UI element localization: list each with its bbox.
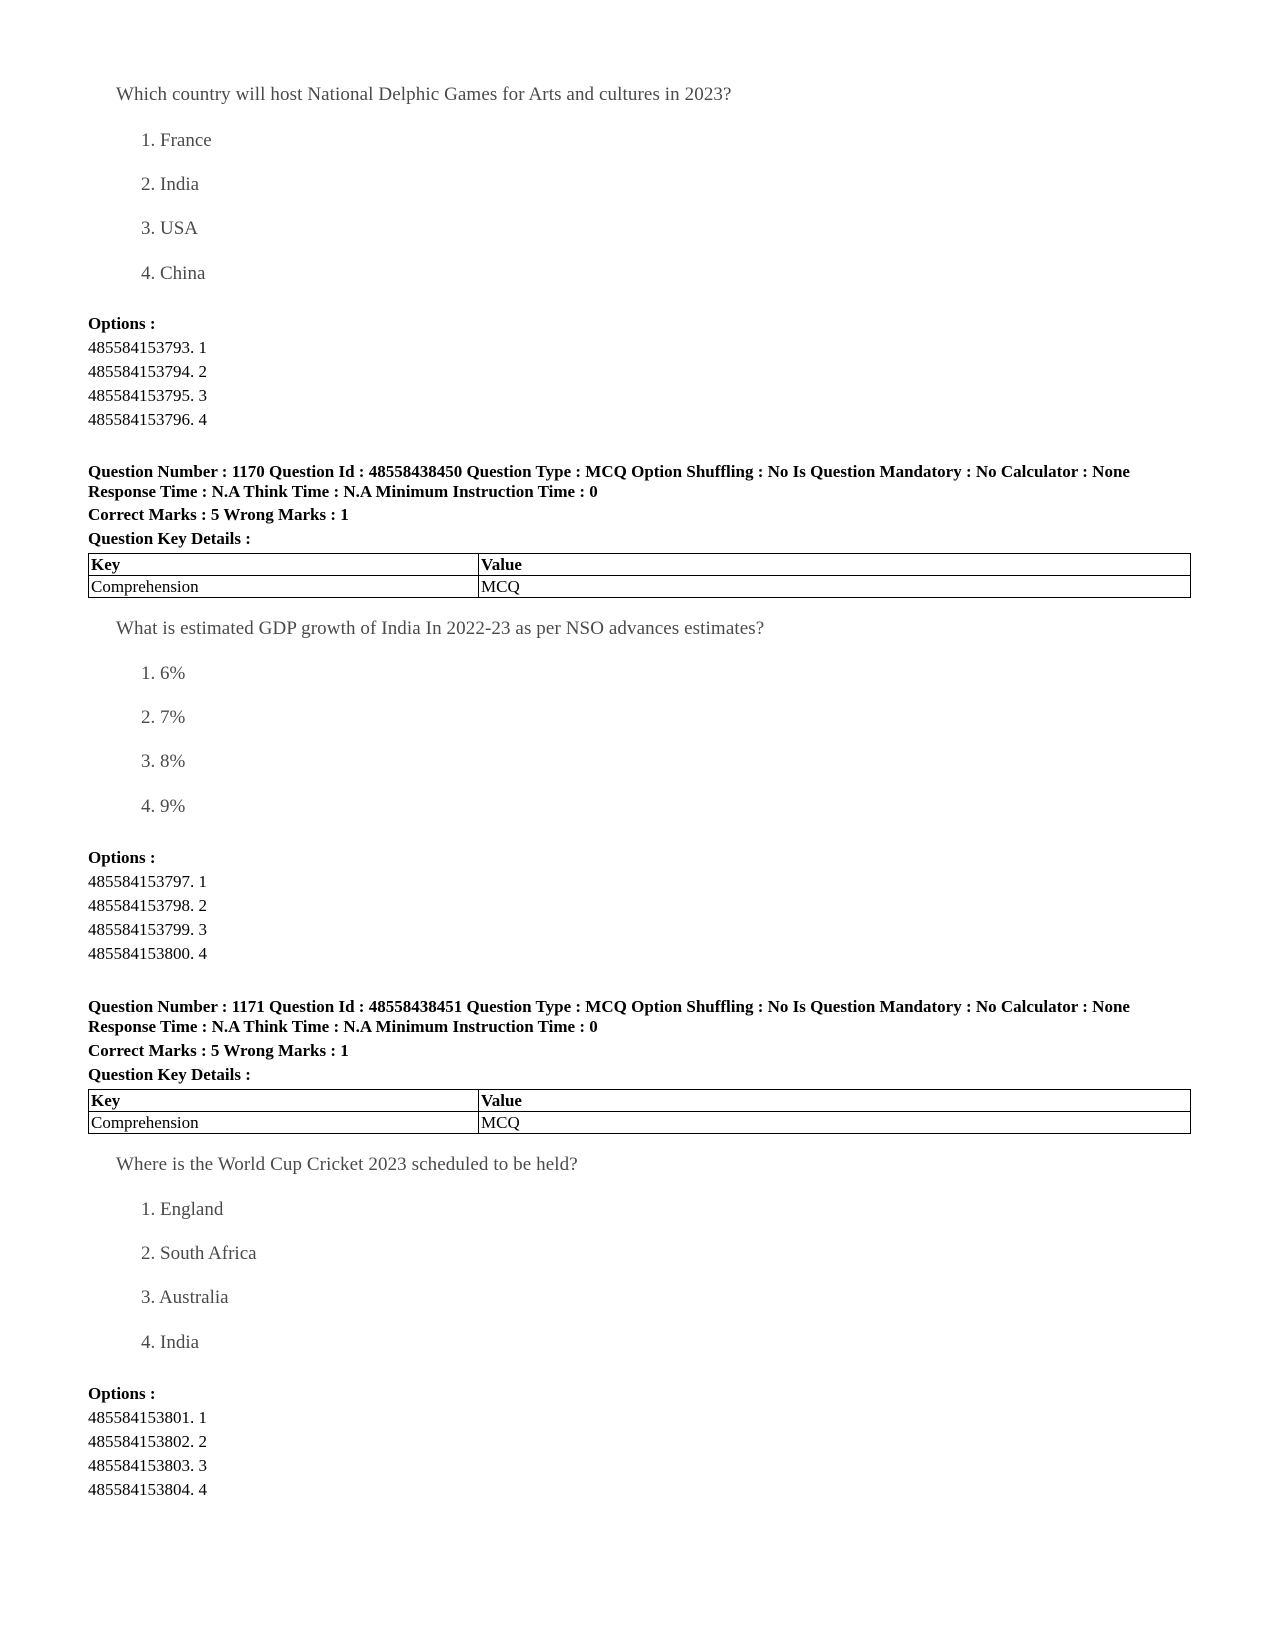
key-details-label: Question Key Details :	[88, 1065, 251, 1084]
table-cell-key: Comprehension	[89, 576, 479, 598]
question-meta-line: Question Number : 1171 Question Id : 48558438451 Question Type : MCQ Option Shuffling : No Is Question Mandatory : No Calculator : None	[88, 997, 1130, 1016]
table-cell-value: MCQ	[479, 1112, 1191, 1134]
question-3-choice-3: 3. Australia	[141, 1287, 229, 1308]
table-cell-key: Comprehension	[89, 1112, 479, 1134]
options-label: Options :	[88, 314, 156, 333]
options-label: Options :	[88, 1384, 156, 1403]
question-meta-line: Response Time : N.A Think Time : N.A Minimum Instruction Time : 0	[88, 1017, 598, 1036]
table-header-value: Value	[479, 554, 1191, 576]
option-id: 485584153795. 3	[88, 386, 207, 405]
option-id: 485584153804. 4	[88, 1480, 207, 1499]
option-id: 485584153801. 1	[88, 1408, 207, 1427]
question-1-text: Which country will host National Delphic Games for Arts and cultures in 2023?	[116, 84, 732, 105]
question-1-choice-4: 4. China	[141, 263, 206, 284]
question-1-choice-3: 3. USA	[141, 218, 199, 239]
question-3-choice-4: 4. India	[141, 1332, 200, 1353]
question-meta-line: Question Number : 1170 Question Id : 48558438450 Question Type : MCQ Option Shuffling : No Is Question Mandatory : No Calculator : None	[88, 462, 1130, 481]
marks-line: Correct Marks : 5 Wrong Marks : 1	[88, 1041, 349, 1060]
question-3-choice-2: 2. South Africa	[141, 1243, 257, 1264]
table-header-key: Key	[89, 554, 479, 576]
option-id: 485584153800. 4	[88, 944, 207, 963]
question-2-text: What is estimated GDP growth of India In 2022-23 as per NSO advances estimates?	[116, 618, 765, 639]
question-key-table	[88, 1089, 1191, 1134]
option-id: 485584153803. 3	[88, 1456, 207, 1475]
key-details-label: Question Key Details :	[88, 529, 251, 548]
question-2-choice-3: 3. 8%	[141, 751, 186, 772]
question-1-choice-1: 1. France	[141, 130, 212, 151]
option-id: 485584153797. 1	[88, 872, 207, 891]
option-id: 485584153796. 4	[88, 410, 207, 429]
marks-line: Correct Marks : 5 Wrong Marks : 1	[88, 505, 349, 524]
question-3-choice-1: 1. England	[141, 1199, 224, 1220]
option-id: 485584153799. 3	[88, 920, 207, 939]
table-header-key: Key	[89, 1090, 479, 1112]
question-2-choice-1: 1. 6%	[141, 663, 186, 684]
table-cell-value: MCQ	[479, 576, 1191, 598]
option-id: 485584153798. 2	[88, 896, 207, 915]
question-2-choice-2: 2. 7%	[141, 707, 186, 728]
question-1-choice-2: 2. India	[141, 174, 200, 195]
question-meta-line: Response Time : N.A Think Time : N.A Minimum Instruction Time : 0	[88, 482, 598, 501]
option-id: 485584153793. 1	[88, 338, 207, 357]
table-header-value: Value	[479, 1090, 1191, 1112]
options-label: Options :	[88, 848, 156, 867]
question-2-choice-4: 4. 9%	[141, 796, 186, 817]
question-3-text: Where is the World Cup Cricket 2023 scheduled to be held?	[116, 1154, 578, 1175]
option-id: 485584153794. 2	[88, 362, 207, 381]
option-id: 485584153802. 2	[88, 1432, 207, 1451]
question-key-table	[88, 553, 1191, 598]
